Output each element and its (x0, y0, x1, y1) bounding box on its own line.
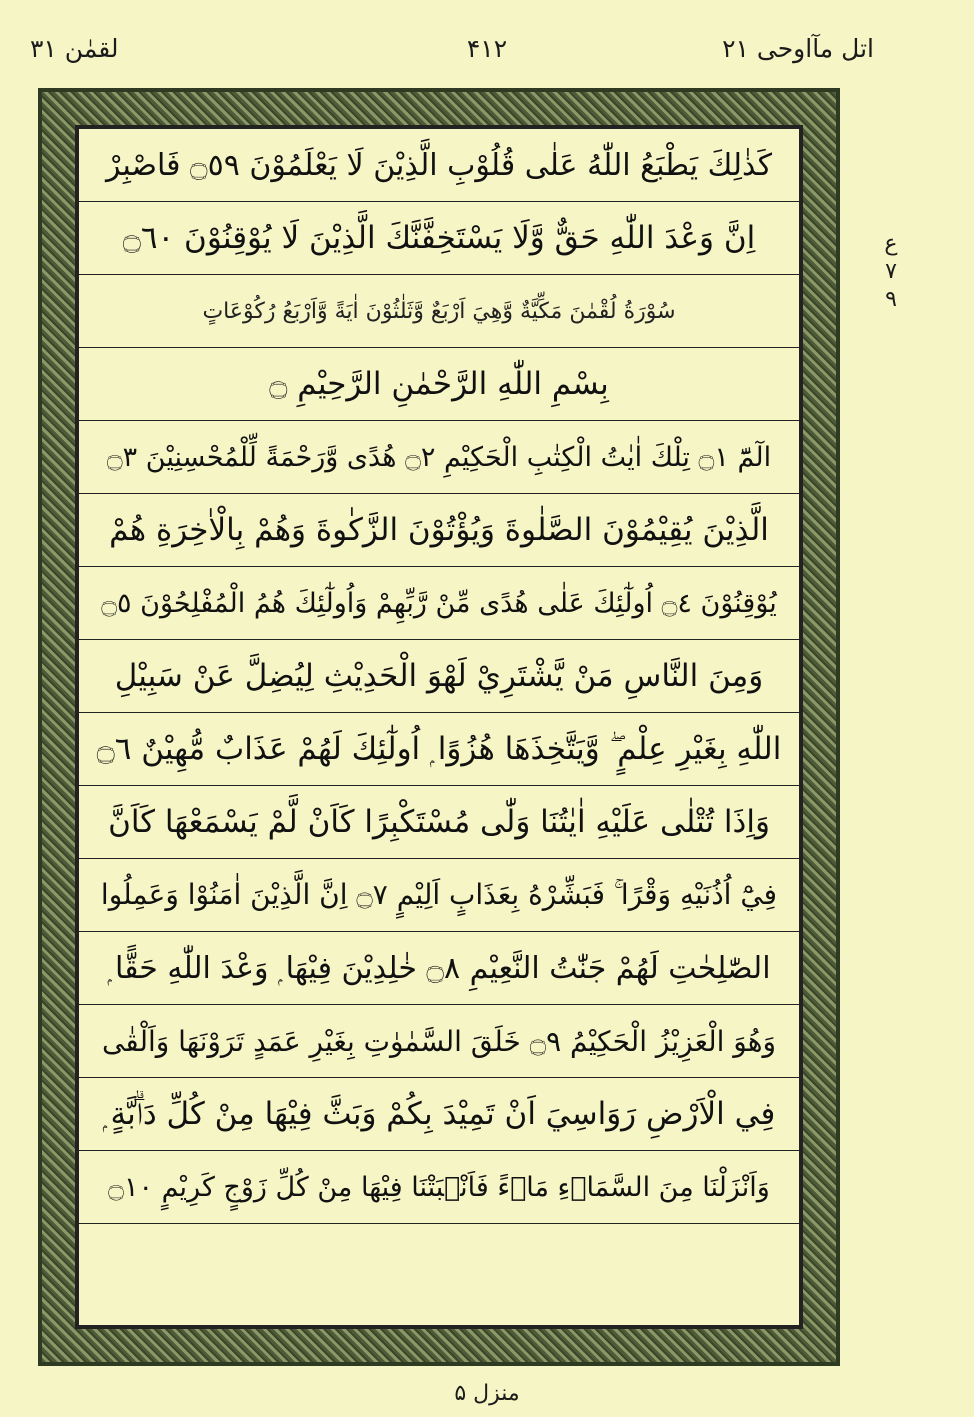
manzil-footer: منزل ۵ (454, 1381, 520, 1406)
text-line: اِنَّ وَعْدَ اللّٰهِ حَقٌّ وَّلَا يَسْتَخِفَّنَّكَ الَّذِيْنَ لَا يُوْقِنُوْنَ ۝٦٠ (79, 202, 799, 275)
page-number: ۴۱۲ (466, 34, 508, 63)
text-line: كَذٰلِكَ يَطْبَعُ اللّٰهُ عَلٰى قُلُوْبِ الَّذِيْنَ لَا يَعْلَمُوْنَ ۝٥٩ فَاصْبِرْ (79, 129, 799, 202)
text-line: وَمِنَ النَّاسِ مَنْ يَّشْتَرِيْ لَهْوَ الْحَدِيْثِ لِيُضِلَّ عَنْ سَبِيْلِ (79, 640, 799, 713)
text-line: وَاَنْزَلْنَا مِنَ السَّمَاۗءِ مَاۗءً فَاَنْۢبَتْنَا فِيْهَا مِنْ كُلِّ زَوْجٍ كَرِيْمٍ ۝١٠ (79, 1151, 799, 1224)
text-line: يُوْقِنُوْنَ ۝٤ اُولٰٓئِكَ عَلٰى هُدًى مِّنْ رَّبِّهِمْ وَاُولٰٓئِكَ هُمُ الْمُفْلِحُوْنَ ۝٥ (79, 567, 799, 640)
text-line: وَاِذَا تُتْلٰى عَلَيْهِ اٰيٰتُنَا وَلّٰى مُسْتَكْبِرًا كَاَنْ لَّمْ يَسْمَعْهَا كَاَنَّ (79, 786, 799, 859)
text-line: فِي الْاَرْضِ رَوَاسِيَ اَنْ تَمِيْدَ بِكُمْ وَبَثَّ فِيْهَا مِنْ كُلِّ دَاۗبَّةٍ ۭ (79, 1078, 799, 1151)
header-surah-name: لقمٰن ۳۱ (30, 34, 119, 63)
text-line: اللّٰهِ بِغَيْرِ عِلْمٍ ۖ وَّيَتَّخِذَهَا هُزُوًا ۭ اُولٰٓئِكَ لَهُمْ عَذَابٌ مُّهِيْنٌ ۝٦ (79, 713, 799, 786)
bismillah: بِسْمِ اللّٰهِ الرَّحْمٰنِ الرَّحِيْمِ ۝ (79, 348, 799, 421)
ornamental-border (38, 88, 840, 1366)
header-para-name: اتل مآاوحی ۲۱ (722, 34, 874, 63)
text-panel (78, 128, 800, 1326)
text-line: الٓمّٓ ۝١ تِلْكَ اٰيٰتُ الْكِتٰبِ الْحَكِيْمِ ۝٢ هُدًى وَّرَحْمَةً لِّلْمُحْسِنِيْنَ ۝٣ (79, 421, 799, 494)
text-line: وَهُوَ الْعَزِيْزُ الْحَكِيْمُ ۝٩ خَلَقَ السَّمٰوٰتِ بِغَيْرِ عَمَدٍ تَرَوْنَهَا وَاَلْقٰى (79, 1005, 799, 1078)
text-line: فِيْٓ اُذُنَيْهِ وَقْرًا ۚ فَبَشِّرْهُ بِعَذَابٍ اَلِيْمٍ ۝٧ اِنَّ الَّذِيْنَ اٰمَنُوْا وَعَمِلُوا (79, 859, 799, 932)
surah-header: سُوْرَةُ لُقْمٰنَ مَكِّيَّةٌ وَّهِيَ اَرْبَعٌ وَّثَلٰثُوْنَ اٰيَةً وَّاَرْبَعُ رُكُوْعَاتٍ (79, 275, 799, 348)
text-line: الصّٰلِحٰتِ لَهُمْ جَنّٰتُ النَّعِيْمِ ۝٨ خٰلِدِيْنَ فِيْهَا ۭ وَعْدَ اللّٰهِ حَقًّا ۭ (79, 932, 799, 1005)
text-line: الَّذِيْنَ يُقِيْمُوْنَ الصَّلٰوةَ وَيُؤْتُوْنَ الزَّكٰوةَ وَهُمْ بِالْاٰخِرَةِ هُمْ (79, 494, 799, 567)
ruku-marker: ع ۷ ۹ (884, 231, 898, 312)
